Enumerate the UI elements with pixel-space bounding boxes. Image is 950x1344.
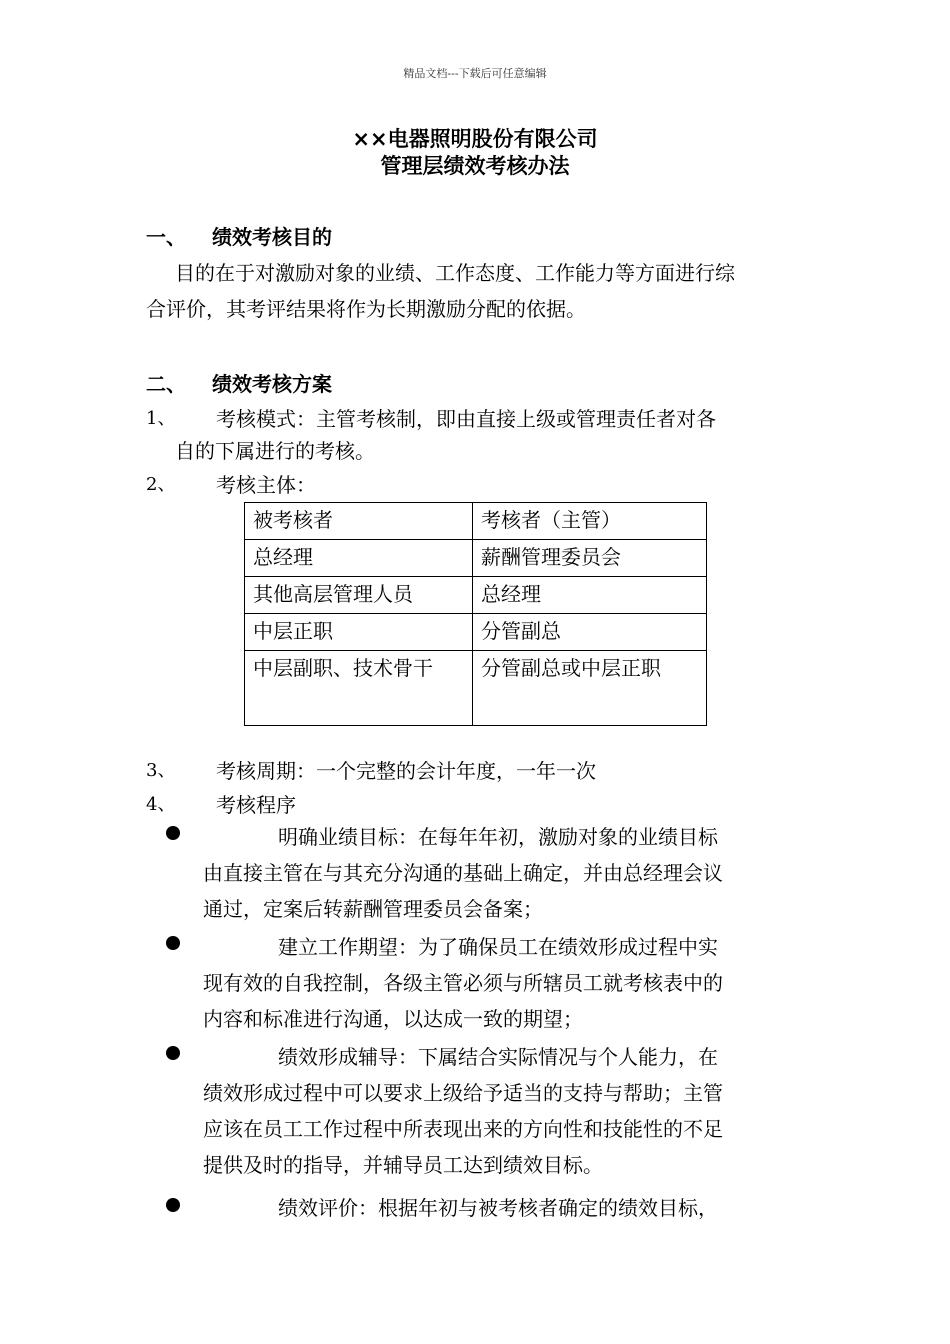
table-row — [245, 614, 707, 651]
section-1-heading: 绩效考核目的 — [212, 225, 332, 249]
table-cell: 分管副总 — [473, 614, 707, 651]
item-3-number: 3、 — [146, 760, 176, 781]
appraisal-subject-table — [244, 502, 707, 726]
table-row — [245, 503, 707, 540]
bullet-3-line-1: 绩效形成辅导：下属结合实际情况与个人能力，在 — [278, 1045, 718, 1069]
item-3-line-1: 考核周期：一个完整的会计年度，一年一次 — [216, 759, 596, 783]
bullet-dot-icon — [166, 826, 180, 840]
bullet-2-line-2: 现有效的自我控制，各级主管必须与所辖员工就考核表中的 — [203, 971, 723, 995]
section-2-heading: 绩效考核方案 — [212, 372, 332, 396]
table-cell: 考核者（主管） — [473, 503, 707, 540]
bullet-3-line-2: 绩效形成过程中可以要求上级给予适当的支持与帮助；主管 — [203, 1081, 723, 1105]
item-1-number: 1、 — [146, 408, 176, 429]
bullet-1-line-3: 通过，定案后转薪酬管理委员会备案； — [203, 897, 543, 921]
table-cell: 中层副职、技术骨干 — [245, 651, 473, 726]
bullet-1-line-2: 由直接主管在与其充分沟通的基础上确定，并由总经理会议 — [203, 861, 723, 885]
bullet-3-line-4: 提供及时的指导，并辅导员工达到绩效目标。 — [203, 1153, 603, 1177]
table-cell: 总经理 — [245, 540, 473, 577]
section-1-paragraph-line-1: 目的在于对激励对象的业绩、工作态度、工作能力等方面进行综 — [175, 261, 735, 285]
table-row — [245, 577, 707, 614]
bullet-dot-icon — [166, 1198, 180, 1212]
table-row — [245, 651, 707, 726]
table-cell: 薪酬管理委员会 — [473, 540, 707, 577]
item-2-line-1: 考核主体： — [216, 473, 316, 497]
table-row — [245, 540, 707, 577]
table-cell: 分管副总或中层正职 — [473, 651, 707, 726]
table-cell: 中层正职 — [245, 614, 473, 651]
bullet-4-line-1: 绩效评价：根据年初与被考核者确定的绩效目标， — [278, 1196, 718, 1220]
table-cell: 其他高层管理人员 — [245, 577, 473, 614]
item-1-line-1: 考核模式：主管考核制，即由直接上级或管理责任者对各 — [216, 407, 716, 431]
section-1-number: 一、 — [146, 225, 186, 249]
page-header-note: 精品文档---下载后可任意编辑 — [403, 67, 547, 80]
section-2-number: 二、 — [146, 372, 186, 396]
bullet-1-line-1: 明确业绩目标：在每年年初，激励对象的业绩目标 — [278, 825, 718, 849]
bullet-2-line-3: 内容和标准进行沟通，以达成一致的期望； — [203, 1007, 583, 1031]
section-1-paragraph-line-2: 合评价，其考评结果将作为长期激励分配的依据。 — [146, 297, 586, 321]
item-4-line-1: 考核程序 — [216, 793, 296, 817]
item-1-line-2: 自的下属进行的考核。 — [175, 439, 375, 463]
bullet-dot-icon — [166, 1046, 180, 1060]
item-4-number: 4、 — [146, 794, 176, 815]
document-title-subject: 管理层绩效考核办法 — [380, 154, 570, 178]
document-title-company: ××电器照明股份有限公司 — [352, 127, 598, 151]
bullet-2-line-1: 建立工作期望：为了确保员工在绩效形成过程中实 — [278, 935, 718, 959]
item-2-number: 2、 — [146, 474, 176, 495]
table-cell: 被考核者 — [245, 503, 473, 540]
table-cell: 总经理 — [473, 577, 707, 614]
bullet-3-line-3: 应该在员工工作过程中所表现出来的方向性和技能性的不足 — [203, 1117, 723, 1141]
bullet-dot-icon — [166, 936, 180, 950]
